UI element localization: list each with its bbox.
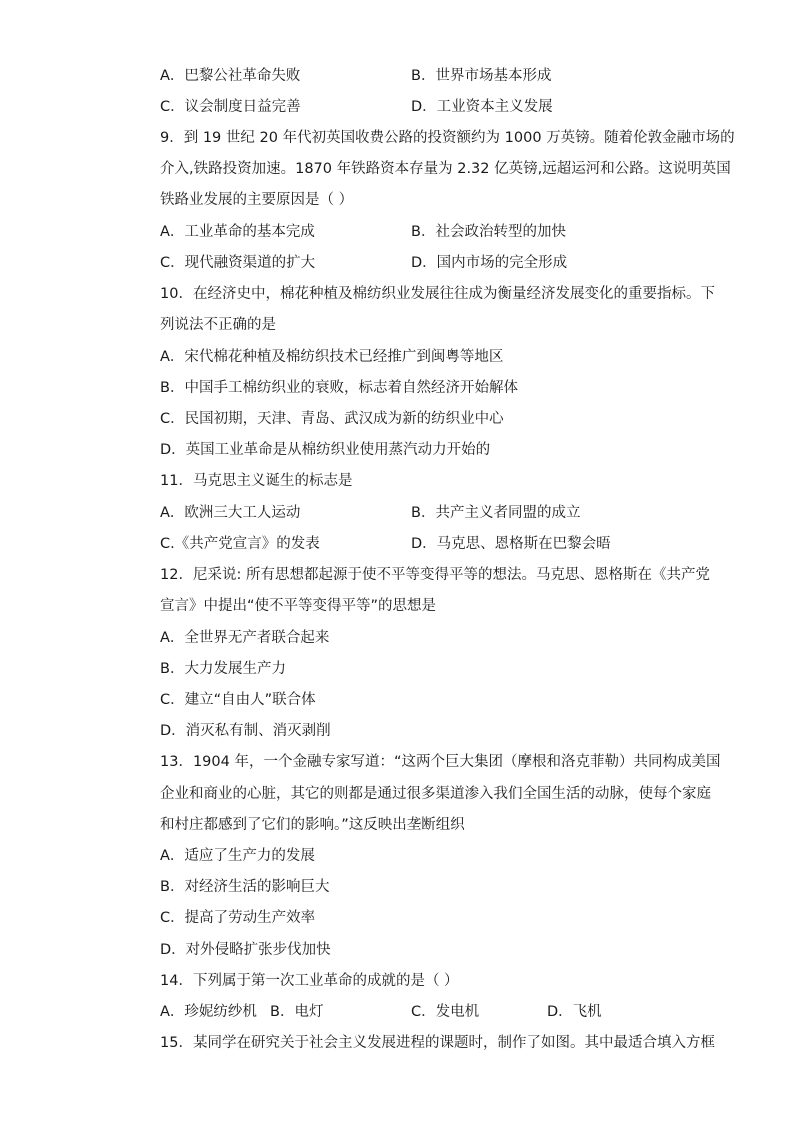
q13-stem-line-3: 和村庄都感到了它们的影响。”这反映出垄断组织 (160, 817, 465, 833)
q8-option-d: D．工业资本主义发展 (411, 99, 553, 115)
q13-option-a: A．适应了生产力的发展 (160, 848, 315, 864)
q11-option-d: D．马克思、恩格斯在巴黎会晤 (411, 536, 611, 552)
q9-stem-line-2: 介入,铁路投资加速。1870 年铁路资本存量为 2.32 亿英镑,远超运河和公路。这说明英国 (160, 161, 731, 177)
q11-option-c: C.《共产党宣言》的发表 (160, 536, 320, 552)
q9-stem-line-3: 铁路业发展的主要原因是（ ） (160, 192, 354, 208)
q12-option-a: A．全世界无产者联合起来 (160, 630, 330, 646)
q13-stem-line-2: 企业和商业的心脏，其它的则都是通过很多渠道渗入我们全国生活的动脉，使每个家庭 (160, 786, 711, 802)
q9-option-c: C．现代融资渠道的扩大 (160, 255, 316, 271)
q11-option-b: B．共产主义者同盟的成立 (411, 505, 581, 521)
q9-option-b: B．社会政治转型的加快 (411, 224, 566, 240)
q14-option-b: B．电灯 (270, 1004, 324, 1020)
q14-option-c: C．发电机 (411, 1004, 480, 1020)
q8-option-c: C．议会制度日益完善 (160, 99, 301, 115)
q9-option-a: A．工业革命的基本完成 (160, 224, 315, 240)
q10-stem-line-2: 列说法不正确的是 (160, 317, 276, 333)
q8-option-b: B．世界市场基本形成 (411, 68, 552, 84)
q9-option-d: D．国内市场的完全形成 (411, 255, 568, 271)
q13-option-c: C．提高了劳动生产效率 (160, 910, 316, 926)
q10-option-a: A．宋代棉花种植及棉纺织技术已经推广到闽粤等地区 (160, 349, 504, 365)
q14-option-a: A．珍妮纺纱机 (160, 1004, 257, 1020)
q13-option-d: D．对外侵略扩张步伐加快 (160, 942, 331, 958)
q10-option-b: B．中国手工棉纺织业的衰败，标志着自然经济开始解体 (160, 380, 518, 396)
q12-stem-line-2: 宣言》中提出“使不平等变得平等”的思想是 (160, 598, 437, 614)
q13-option-b: B．对经济生活的影响巨大 (160, 879, 330, 895)
q11-stem-line-1: 11．马克思主义诞生的标志是 (160, 473, 353, 489)
q12-stem-line-1: 12．尼采说: 所有思想都起源于使不平等变得平等的想法。马克思、恩格斯在《共产党 (160, 567, 710, 583)
q12-option-d: D．消灭私有制、消灭剥削 (160, 723, 331, 739)
q14-option-d: D．飞机 (547, 1004, 602, 1020)
q14-stem-line-1: 14．下列属于第一次工业革命的成就的是（ ） (160, 973, 459, 989)
q12-option-c: C．建立“自由人”联合体 (160, 692, 316, 708)
q10-stem-line-1: 10．在经济史中，棉花种植及棉纺织业发展往往成为衡量经济发展变化的重要指标。下 (160, 286, 715, 302)
q12-option-b: B．大力发展生产力 (160, 661, 286, 677)
q10-option-d: D．英国工业革命是从棉纺织业使用蒸汽动力开始的 (160, 442, 491, 458)
q15-stem-line-1: 15．某同学在研究关于社会主义发展进程的课题时，制作了如图。其中最适合填入方框 (160, 1035, 715, 1051)
q8-option-a: A．巴黎公社革命失败 (160, 68, 301, 84)
q10-option-c: C．民国初期，天津、青岛、武汉成为新的纺织业中心 (160, 411, 504, 427)
q13-stem-line-1: 13．1904 年，一个金融专家写道：“这两个巨大集团（摩根和洛克菲勒）共同构成美国 (160, 754, 721, 770)
q11-option-a: A．欧洲三大工人运动 (160, 505, 301, 521)
q9-stem-line-1: 9．到 19 世纪 20 年代初英国收费公路的投资额约为 1000 万英镑。随着伦敦金融市场的 (160, 130, 735, 146)
